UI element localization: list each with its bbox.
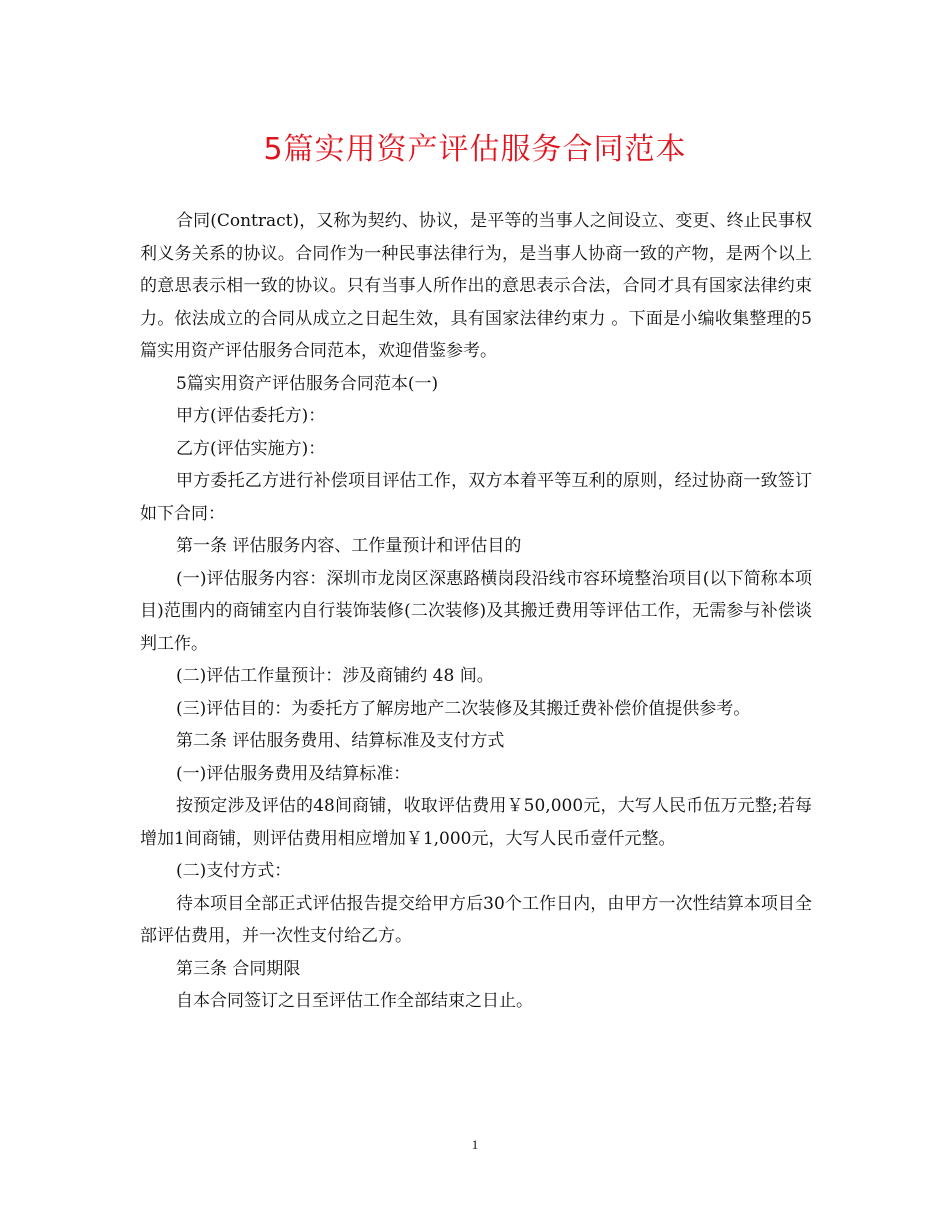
article-1-item-1: (一)评估服务内容：深圳市龙岗区深惠路横岗段沿线市容环境整治项目(以下简称本项目)范围内的商铺室内自行装饰装修(二次装修)及其搬迁费用等评估工作，无需参与补偿谈判工作。 — [140, 568, 812, 654]
payment-paragraph: 待本项目全部正式评估报告提交给甲方后30个工作日内，由甲方一次性结算本项目全部评估费用，并一次性支付给乙方。 — [140, 893, 812, 946]
article-3-heading: 第三条 合同期限 — [176, 958, 301, 979]
contract-heading: 5篇实用资产评估服务合同范本(一) — [176, 373, 439, 394]
term-paragraph: 自本合同签订之日至评估工作全部结束之日止。 — [176, 991, 533, 1011]
article-2-heading: 第二条 评估服务费用、结算标准及支付方式 — [176, 731, 505, 751]
agreement-paragraph: 甲方委托乙方进行补偿项目评估工作，双方本着平等互利的原则，经过协商一致签订如下合同： — [140, 471, 812, 524]
article-2-item-2: (二)支付方式： — [176, 861, 292, 881]
intro-paragraph: 合同(Contract)，又称为契约、协议，是平等的当事人之间设立、变更、终止民事权利义务关系的协议。合同作为一种民事法律行为，是当事人协商一致的产物，是两个以上的意思表示相一致的协议。只有当事人所作出的意思表示合法，合同才具有国家法律约束力。依法成立的合同从成立之日起生效，具有国家法律约束力 。下面是小编收集整理的5篇实用资产评估服务合同范本，欢迎借鉴参考。 — [140, 211, 812, 361]
document-body — [140, 205, 812, 1018]
article-1-item-3: (三)评估目的：为委托方了解房地产二次装修及其搬迁费补偿价值提供参考。 — [176, 698, 751, 719]
page-number: 1 — [471, 1137, 479, 1152]
document-title: 5篇实用资产评估服务合同范本 — [263, 132, 687, 167]
party-b-line: 乙方(评估实施方)： — [176, 438, 326, 459]
article-1-heading: 第一条 评估服务内容、工作量预计和评估目的 — [176, 536, 522, 556]
party-a-line: 甲方(评估委托方)： — [176, 406, 326, 426]
article-2-item-1: (一)评估服务费用及结算标准： — [176, 763, 411, 784]
article-1-item-2: (二)评估工作量预计：涉及商铺约 48 间。 — [176, 666, 494, 686]
fee-paragraph: 按预定涉及评估的48间商铺，收取评估费用￥50,000元，大写人民币伍万元整;若每增加1间商铺，则评估费用相应增加￥1,000元，大写人民币壹仟元整。 — [140, 796, 812, 849]
